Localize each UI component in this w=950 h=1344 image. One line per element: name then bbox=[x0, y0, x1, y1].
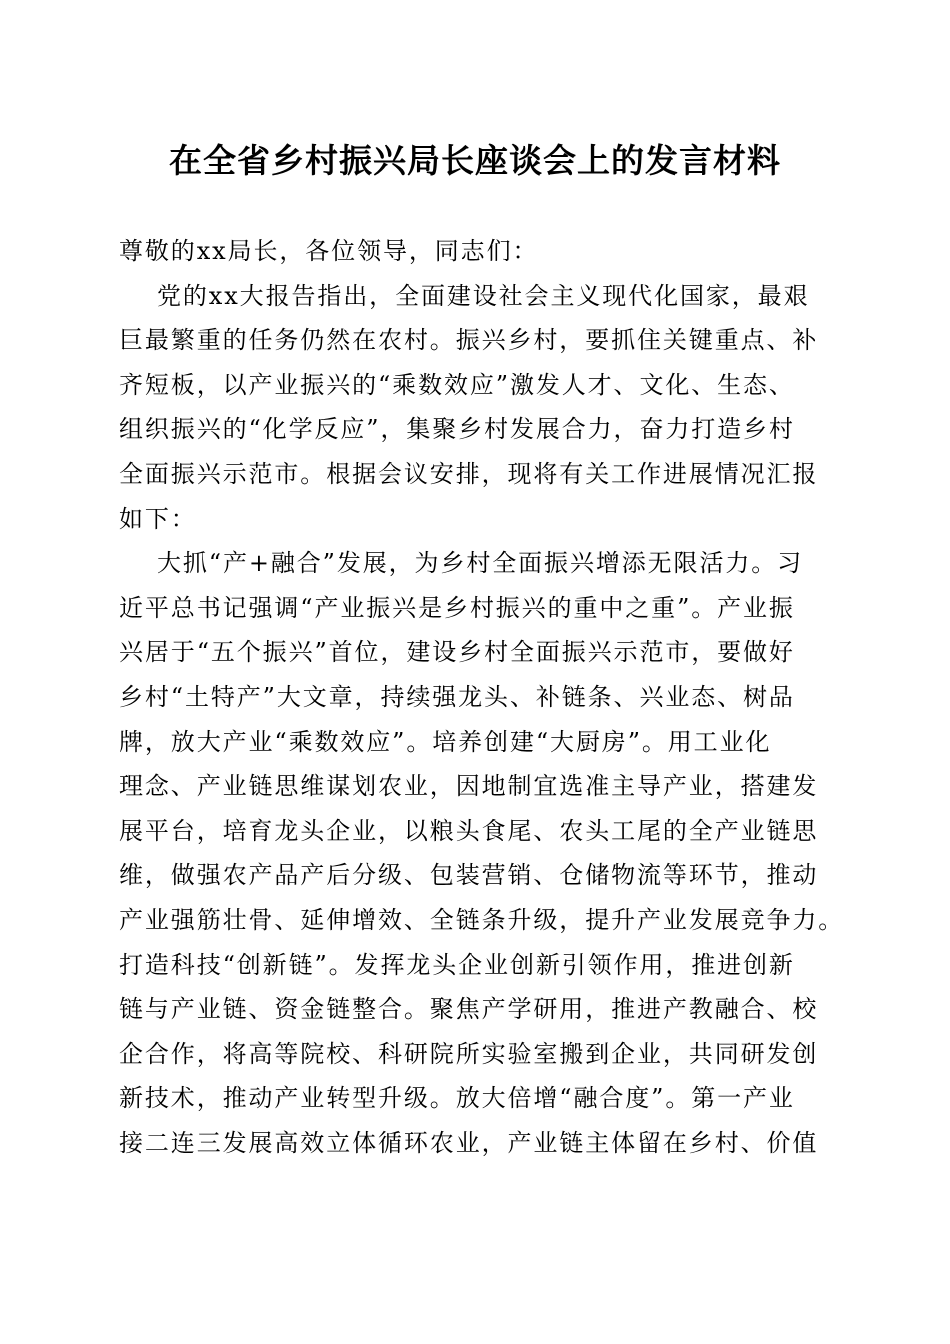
paragraph-line: 维，做强农产品产后分级、包装营销、仓储物流等环节，推动 bbox=[119, 861, 819, 890]
paragraph-industry bbox=[119, 541, 845, 1165]
paragraph-line: 企合作，将高等院校、科研院所实验室搬到企业，共同研发创 bbox=[119, 1039, 819, 1068]
paragraph-line: 组织振兴的“化学反应”，集聚乡村发展合力，奋力打造乡村 bbox=[119, 415, 795, 444]
paragraph-line: 乡村“土特产”大文章，持续强龙头、补链条、兴业态、树品 bbox=[119, 682, 795, 711]
paragraph-line: 链与产业链、资金链整合。聚焦产学研用，推进产教融合、校 bbox=[119, 995, 819, 1024]
paragraph-line: 打造科技“创新链”。发挥龙头企业创新引领作用，推进创新 bbox=[119, 950, 795, 979]
paragraph-line: 党的xx大报告指出，全面建设社会主义现代化国家，最艰 bbox=[157, 281, 810, 310]
paragraph-line: 接二连三发展高效立体循环农业，产业链主体留在乡村、价值 bbox=[119, 1128, 819, 1157]
document-title: 在全省乡村振兴局长座谈会上的发言材料 bbox=[169, 141, 781, 180]
paragraph-line: 巨最繁重的任务仍然在农村。振兴乡村，要抓住关键重点、补 bbox=[119, 326, 819, 355]
paragraph-line: 新技术，推动产业转型升级。放大倍增“融合度”。第一产业 bbox=[119, 1084, 795, 1113]
paragraph-line: 全面振兴示范市。根据会议安排，现将有关工作进展情况汇报 bbox=[119, 459, 819, 488]
salutation: 尊敬的xx局长，各位领导，同志们： bbox=[119, 237, 539, 265]
paragraph-line: 兴居于“五个振兴”首位，建设乡村全面振兴示范市，要做好 bbox=[119, 638, 795, 667]
paragraph-line: 理念、产业链思维谋划农业，因地制宜选准主导产业，搭建发 bbox=[119, 772, 819, 801]
paragraph-intro bbox=[119, 274, 831, 542]
paragraph-line: 展平台，培育龙头企业，以粮头食尾、农头工尾的全产业链思 bbox=[119, 816, 819, 845]
paragraph-line: 大抓“产+融合”发展，为乡村全面振兴增添无限活力。习 bbox=[157, 549, 804, 578]
paragraph-line: 产业强筋壮骨、延伸增效、全链条升级，提升产业发展竞争力。 bbox=[119, 905, 845, 934]
paragraph-line: 牌，放大产业“乘数效应”。培养创建“大厨房”。用工业化 bbox=[119, 727, 772, 756]
document-body bbox=[119, 229, 845, 1165]
paragraph-line: 如下： bbox=[119, 504, 197, 533]
paragraph-line: 近平总书记强调“产业振兴是乡村振兴的重中之重”。产业振 bbox=[119, 593, 795, 622]
paragraph-line: 齐短板，以产业振兴的“乘数效应”激发人才、文化、生态、 bbox=[119, 370, 795, 399]
